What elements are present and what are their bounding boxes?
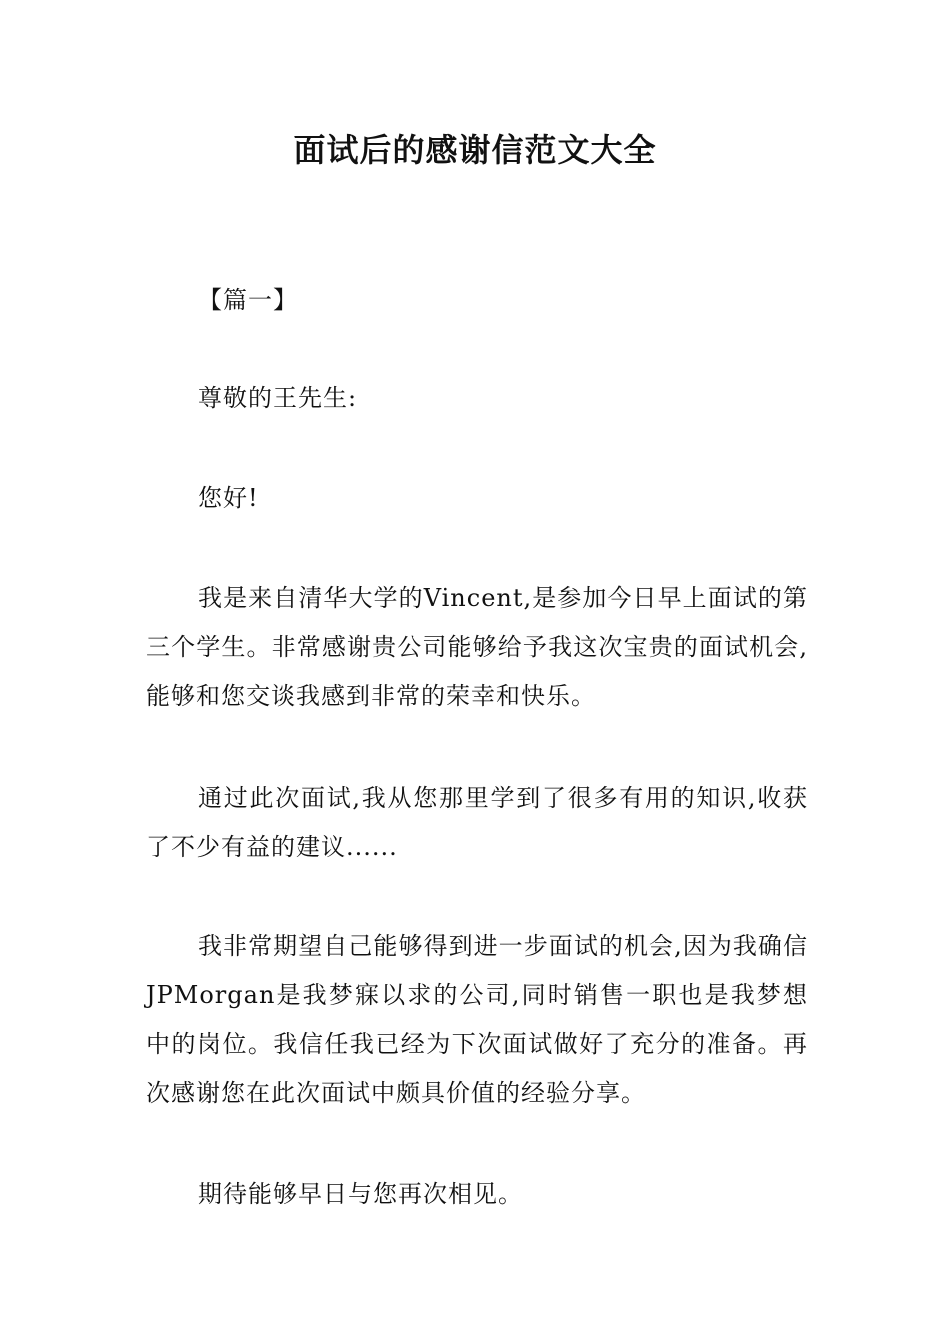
section-label: 【篇一】 [198, 286, 298, 314]
salutation: 尊敬的王先生: [198, 384, 358, 412]
greeting: 您好! [198, 484, 259, 512]
body-paragraph: 我非常期望自己能够得到进一步面试的机会,因为我确信JPMorgan是我梦寐以求的公司,同时销售一职也是我梦想中的岗位。我信任我已经为下次面试做好了充分的准备。再次感谢您在此次面试中颇具价值的经验分享。 [146, 932, 808, 1107]
document-title: 面试后的感谢信范文大全 [293, 131, 657, 169]
body-paragraph: 通过此次面试,我从您那里学到了很多有用的知识,收获了不少有益的建议...... [146, 784, 808, 861]
body-paragraph: 我是来自清华大学的Vincent,是参加今日早上面试的第三个学生。非常感谢贵公司能够给予我这次宝贵的面试机会,能够和您交谈我感到非常的荣幸和快乐。 [146, 584, 808, 710]
closing-line: 期待能够早日与您再次相见。 [198, 1180, 523, 1208]
